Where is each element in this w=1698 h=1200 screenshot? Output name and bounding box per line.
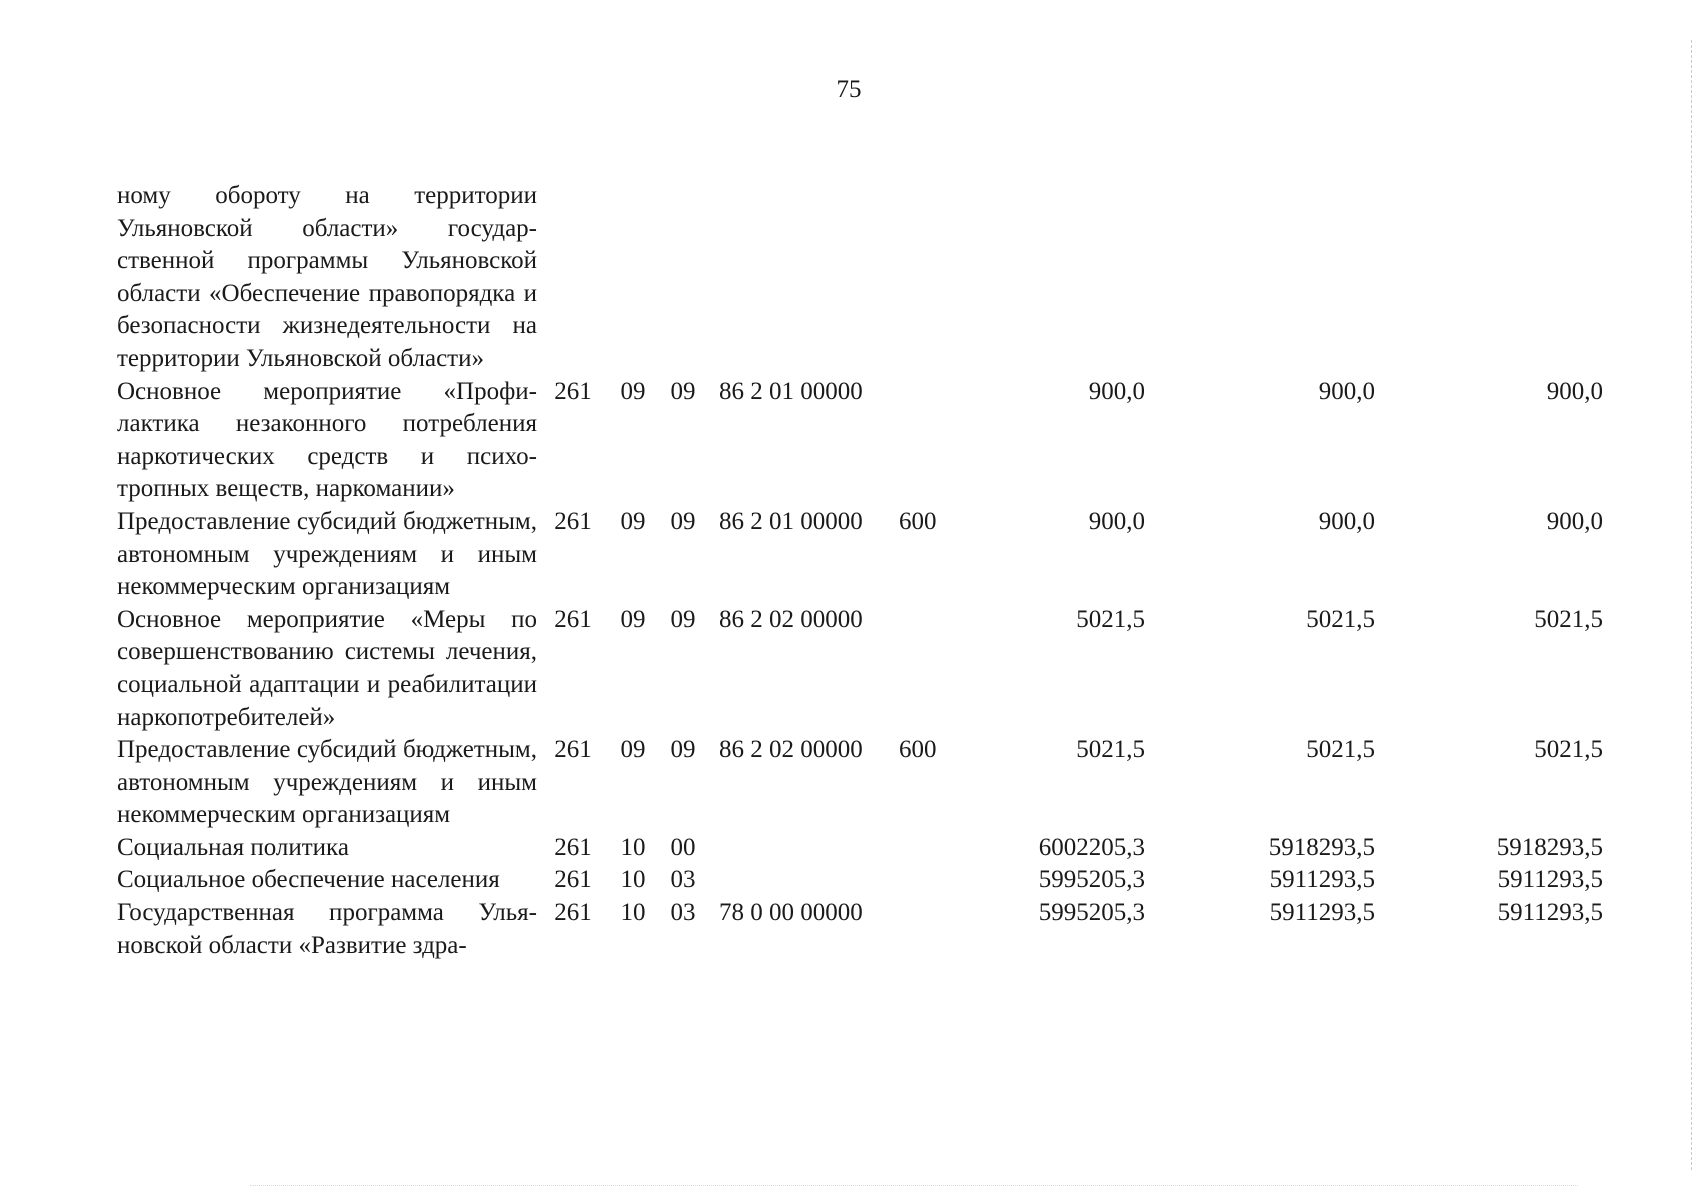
- row-admin-code: [537, 180, 609, 376]
- table-row: [117, 604, 1617, 734]
- row-amount-year-3: 5021,5: [1534, 736, 1603, 764]
- row-expense-type: [899, 604, 959, 734]
- row-admin-code: 261: [554, 507, 592, 535]
- row-section: 10: [620, 866, 646, 894]
- row-amount-year-1: 5021,5: [1076, 736, 1145, 764]
- row-amount-year-3: 5911293,5: [1497, 866, 1603, 894]
- row-amount-year-3: 900,0: [1546, 507, 1603, 535]
- row-amount-year-2: 900,0: [1318, 377, 1375, 405]
- row-amount-year-3: 5021,5: [1534, 605, 1603, 633]
- row-amount-year-3: 5918293,5: [1496, 833, 1603, 861]
- row-section: 09: [620, 377, 646, 405]
- row-admin-code: 261: [554, 605, 592, 633]
- row-amount-year-1: 5995205,3: [1038, 899, 1145, 927]
- row-amount-year-2: 5021,5: [1306, 736, 1375, 764]
- row-amount-year-2: 5021,5: [1306, 605, 1375, 633]
- table-row: [117, 180, 1617, 376]
- row-expense-type: [899, 832, 959, 865]
- table-row: [117, 897, 1617, 962]
- page-number: 75: [836, 76, 862, 103]
- row-name: Предоставление субсидий бюджетным, автономным учреждениям и иным некоммерческим организациям: [117, 736, 537, 829]
- row-subsection: [657, 180, 709, 376]
- row-section: 09: [620, 605, 646, 633]
- row-admin-code: 261: [554, 833, 592, 861]
- row-target-article: 86 2 01 00000: [719, 507, 863, 535]
- table-row: [117, 506, 1617, 604]
- row-name: Социальное обеспечение населения: [117, 866, 500, 894]
- table-row: [117, 864, 1617, 897]
- row-subsection: 00: [670, 833, 696, 861]
- row-expense-type: [899, 180, 959, 376]
- row-admin-code: 261: [554, 866, 592, 894]
- row-amount-year-1: 5995205,3: [1038, 866, 1145, 894]
- row-expense-type: [899, 897, 959, 962]
- row-name: Государственная программа Ульяновской области «Развитие здра-: [117, 899, 537, 959]
- row-name: Основное мероприятие «Меры по совершенствованию системы лечения, социальной адаптации и реабилитации наркопотребителей»: [117, 605, 537, 731]
- row-target-article: [709, 864, 899, 897]
- row-amount-year-2: [1165, 180, 1393, 376]
- row-subsection: 09: [670, 507, 696, 535]
- row-target-article: [709, 832, 899, 865]
- scan-edge-line: [1691, 40, 1692, 1170]
- row-expense-type: 600: [899, 507, 937, 535]
- row-subsection: 03: [670, 899, 696, 927]
- row-target-article: [709, 180, 899, 376]
- table-row: [117, 376, 1617, 506]
- row-subsection: 09: [670, 605, 696, 633]
- row-expense-type: [899, 376, 959, 506]
- row-amount-year-1: 6002205,3: [1038, 833, 1145, 861]
- row-target-article: 86 2 02 00000: [719, 605, 863, 633]
- row-target-article: 86 2 01 00000: [719, 377, 863, 405]
- row-admin-code: 261: [554, 377, 592, 405]
- row-amount-year-2: 5911293,5: [1269, 866, 1375, 894]
- row-section: [609, 180, 657, 376]
- row-admin-code: 261: [554, 736, 592, 764]
- budget-table-body: [117, 180, 1617, 962]
- scan-footer-line: [250, 1185, 1578, 1186]
- row-name: ному обороту на территории Ульяновской области» государственной программы Ульяновской области «Обеспечение правопорядка и безопасности жизнедеятельности на территории Ульяновской области»: [117, 182, 537, 372]
- row-section: 09: [620, 507, 646, 535]
- row-amount-year-1: [959, 180, 1165, 376]
- row-admin-code: 261: [554, 899, 592, 927]
- row-amount-year-2: 5911293,5: [1269, 899, 1375, 927]
- row-amount-year-2: 900,0: [1318, 507, 1375, 535]
- row-amount-year-3: 5911293,5: [1497, 899, 1603, 927]
- row-amount-year-3: [1393, 180, 1617, 376]
- row-name: Основное мероприятие «Профилактика незаконного потребления наркотических средств и психотропных веществ, наркомании»: [117, 377, 537, 503]
- row-target-article: 78 0 00 00000: [719, 899, 863, 927]
- row-subsection: 09: [670, 377, 696, 405]
- row-subsection: 09: [670, 736, 696, 764]
- row-amount-year-2: 5918293,5: [1268, 833, 1375, 861]
- row-name: Социальная политика: [117, 833, 349, 861]
- row-target-article: 86 2 02 00000: [719, 736, 863, 764]
- row-amount-year-1: 5021,5: [1076, 605, 1145, 633]
- row-section: 10: [620, 833, 646, 861]
- budget-table: [117, 180, 1617, 962]
- row-amount-year-1: 900,0: [1088, 377, 1145, 405]
- row-name: Предоставление субсидий бюджетным, автономным учреждениям и иным некоммерческим организациям: [117, 507, 537, 601]
- row-expense-type: 600: [899, 736, 937, 764]
- row-expense-type: [899, 864, 959, 897]
- row-subsection: 03: [670, 866, 696, 894]
- row-amount-year-1: 900,0: [1088, 507, 1145, 535]
- row-section: 10: [620, 899, 646, 927]
- row-section: 09: [620, 736, 646, 764]
- table-row: [117, 734, 1617, 832]
- table-row: [117, 832, 1617, 865]
- row-amount-year-3: 900,0: [1546, 377, 1603, 405]
